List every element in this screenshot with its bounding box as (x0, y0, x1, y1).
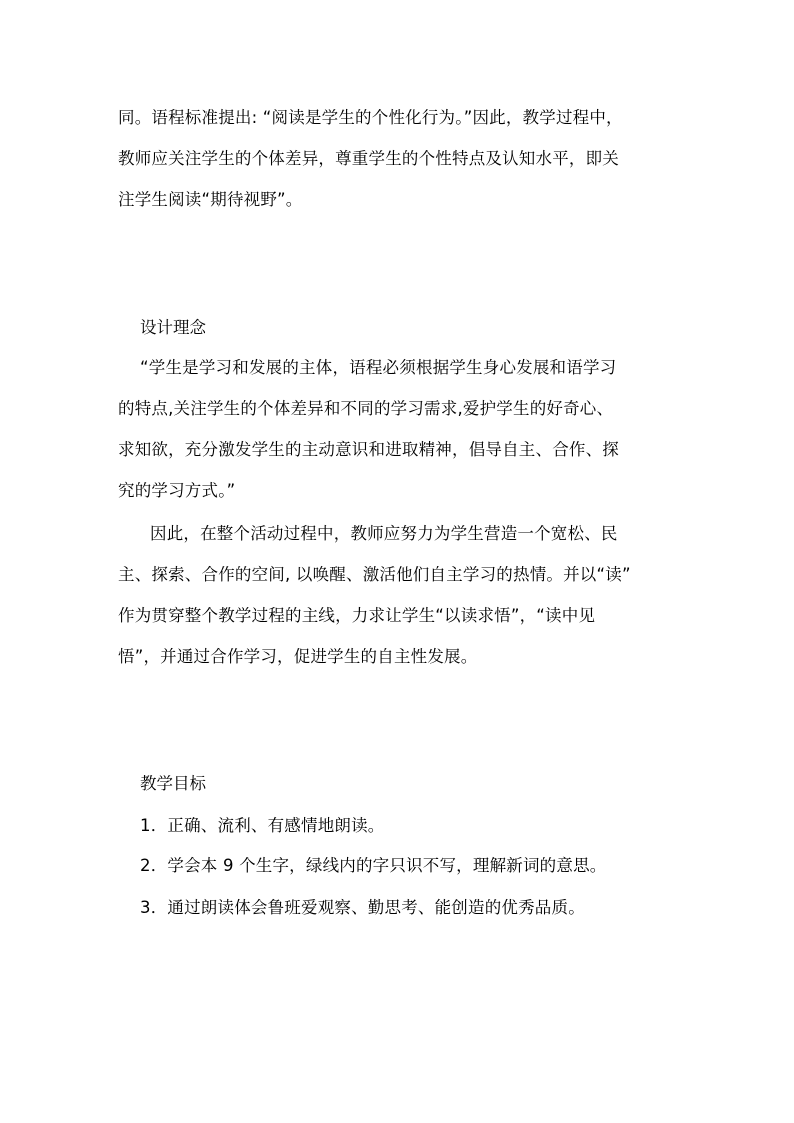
objective-item-3: 3．通过朗读体会鲁班爱观察、勤思考、能创造的优秀品质。 (140, 898, 585, 917)
para-line-2: 主、探索、合作的空间, 以唤醒、激活他们自主学习的热情。并以“读” (118, 565, 631, 584)
intro-line-3: 注学生阅读“期待视野”。 (118, 190, 303, 209)
para-line-3: 作为贯穿整个教学过程的主线，力求让学生“以读求悟”，“读中见 (118, 606, 596, 625)
quote-line-4: 究的学习方式。” (118, 481, 236, 500)
intro-line-1: 同。语程标准提出: “阅读是学生的个性化行为。”因此，教学过程中， (118, 108, 623, 127)
objective-item-2: 2．学会本 9 个生字，绿线内的字只识不写，理解新词的意思。 (140, 856, 607, 875)
quote-line-2: 的特点,关注学生的个体差异和不同的学习需求,爱护学生的好奇心、 (118, 399, 614, 418)
para-line-4: 悟”，并通过合作学习，促进学生的自主性发展。 (118, 647, 478, 666)
para-line-1: 因此，在整个活动过程中，教师应努力为学生营造一个宽松、民 (150, 524, 618, 543)
objectives-heading: 教学目标 (140, 774, 206, 793)
design-concept-heading: 设计理念 (140, 318, 206, 337)
quote-line-1: “学生是学习和发展的主体，语程必须根据学生身心发展和语学习 (140, 358, 617, 377)
intro-line-2: 教师应关注学生的个体差异，尊重学生的个性特点及认知水平，即关 (118, 149, 619, 168)
quote-line-3: 求知欲，充分激发学生的主动意识和进取精神，倡导自主、合作、探 (118, 440, 619, 459)
objective-item-1: 1．正确、流利、有感情地朗读。 (140, 816, 385, 835)
